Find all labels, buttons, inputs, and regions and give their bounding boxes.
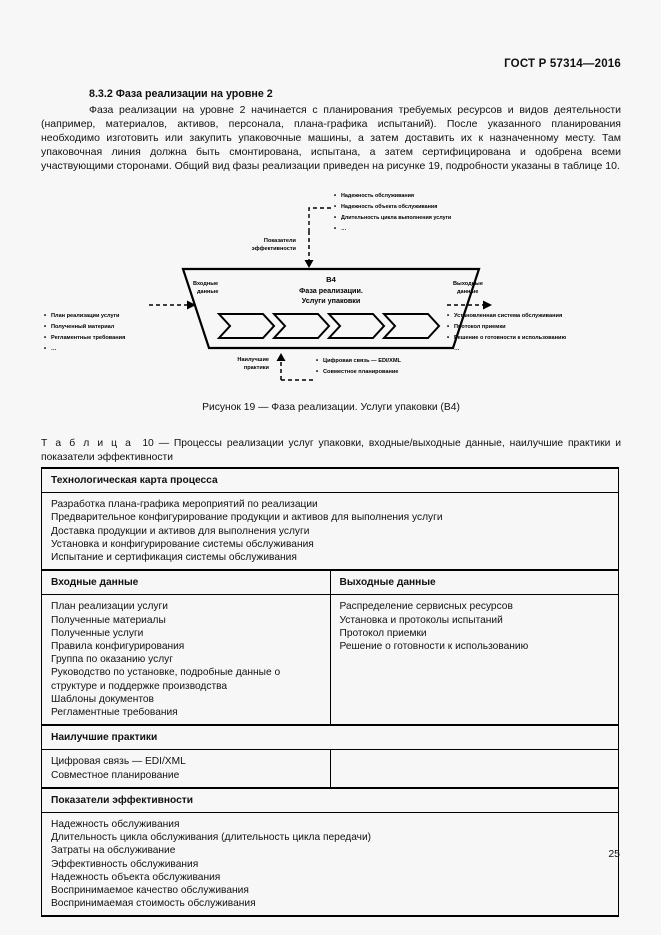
figure-left-item-2: Регламентные требования	[51, 335, 126, 341]
svg-text:•: •	[44, 346, 47, 352]
kpi-item: Длительность цикла обслуживания (длительность цикла передачи)	[51, 832, 372, 844]
input-data-item: Руководство по установке, подробные данные о структуре и поддержке производства	[51, 667, 281, 692]
page-title: 8.3.2 Фаза реализации на уровне 2	[89, 88, 273, 100]
kpi-item: Надежность обслуживания	[51, 819, 180, 831]
kpi-header: Показатели эффективности	[51, 794, 194, 806]
top-connector-line	[309, 208, 331, 231]
kpi-item: Воспринимаемое качество обслуживания	[51, 885, 249, 897]
chevron-arrow-1	[219, 314, 274, 338]
section-content	[41, 88, 621, 173]
best-practices-items	[42, 750, 330, 786]
best-practices-item: Совместное планирование	[51, 769, 180, 781]
table-row	[42, 813, 619, 917]
input-data-item: Полученные услуги	[51, 627, 144, 639]
figure-19	[41, 186, 621, 391]
input-data-item: Правила конфигурирования	[51, 641, 185, 653]
table-row	[42, 725, 619, 750]
table-caption-text: — Процессы реализации услуг упаковки, входные/выходные данные, наилучшие практики и показатели эффективности	[41, 438, 621, 463]
chevron-arrow-4	[384, 314, 439, 338]
process-map-item: Разработка плана-графика мероприятий по реализации	[51, 499, 318, 511]
input-data-item: Шаблоны документов	[51, 693, 154, 705]
input-data-item: Полученные материалы	[51, 614, 166, 626]
figure-caption: Рисунок 19 — Фаза реализации. Услуги упаковки (B4)	[202, 402, 460, 413]
figure-top-item-1: Надежность объекта обслуживания	[341, 204, 438, 210]
figure-bottom-item-1: Совместное планирование	[323, 369, 399, 375]
right-arrow-head	[483, 301, 492, 310]
figure-bottom-label	[237, 357, 269, 371]
svg-text:•: •	[447, 346, 450, 352]
kpi-items	[42, 813, 618, 915]
table-row	[42, 570, 619, 595]
svg-text:•: •	[334, 193, 337, 199]
table-row	[42, 468, 619, 493]
svg-text:данные: данные	[197, 289, 219, 295]
input-data-header: Входные данные	[51, 577, 139, 589]
svg-text:•: •	[334, 226, 337, 232]
input-data-item: Регламентные требования	[51, 707, 178, 719]
svg-text:Входные: Входные	[193, 281, 219, 287]
chevron-arrows	[219, 314, 439, 338]
figure-left-item-3: …	[51, 346, 57, 352]
phase-box-title-1: Фаза реализации.	[299, 286, 363, 295]
best-practices-header: Наилучшие практики	[51, 732, 158, 744]
figure-right-item-3: …	[454, 346, 460, 352]
process-diagram	[41, 186, 621, 391]
figure-top-items	[334, 192, 451, 232]
figure-right-item-0: Установленная система обслуживания	[454, 313, 563, 319]
output-data-item: Распределение сервисных ресурсов	[339, 601, 513, 613]
svg-text:Выходные: Выходные	[453, 281, 483, 287]
svg-text:•: •	[316, 358, 319, 364]
process-map-item: Предварительное конфигурирование продукции и активов для выполнения услуги	[51, 512, 443, 524]
svg-text:•: •	[44, 324, 47, 330]
svg-text:•: •	[44, 335, 47, 341]
svg-text:•: •	[334, 215, 337, 221]
process-map-item: Установка и конфигурирование системы обслуживания	[51, 538, 314, 550]
svg-text:Показатели: Показатели	[263, 238, 296, 244]
figure-top-item-3: …	[341, 226, 347, 232]
svg-text:•: •	[447, 313, 450, 319]
svg-text:эффективности: эффективности	[251, 246, 296, 252]
phase-box-labels	[299, 275, 363, 305]
table-caption-number: 10	[142, 438, 154, 449]
svg-text:данные: данные	[457, 289, 479, 295]
figure-top-item-2: Длительность цикла выполнения услуги	[341, 215, 452, 221]
figure-left-label	[193, 281, 218, 295]
process-map-items	[42, 493, 618, 569]
figure-bottom-items	[316, 357, 401, 375]
table-row	[42, 595, 619, 725]
figure-right-item-1: Протокол приемки	[454, 324, 506, 330]
page-number: 25	[608, 848, 620, 860]
kpi-item: Надежность объекта обслуживания	[51, 871, 221, 883]
output-data-item: Установка и протоколы испытаний	[339, 614, 503, 626]
svg-text:•: •	[447, 324, 450, 330]
output-data-item: Протокол приемки	[339, 627, 427, 639]
chevron-arrow-3	[329, 314, 384, 338]
figure-right-items	[447, 312, 566, 352]
input-data-items	[42, 595, 330, 724]
process-map-item: Испытание и сертификация системы обслуживания	[51, 552, 297, 564]
figure-top-item-0: Надежность обслуживания	[341, 193, 415, 199]
svg-text:Наилучшие: Наилучшие	[237, 357, 269, 363]
phase-box-code: B4	[326, 275, 336, 284]
figure-left-item-1: Полученный материал	[51, 324, 115, 330]
body-paragraph: Фаза реализации на уровне 2 начинается с планирования требуемых ресурсов и видов деятельности (например, материалов, активов, персонала, плана-графика испытаний). После указанного планирования необходимо изготовить или закупить упаковочные машины, а затем доставить их к назначенному месту. Там упаковочная линия должна быть смонтирована, испытана, а затем сертифицирована и одобрена всеми участвующими сторонами. Общий вид фазы реализации приведен на рисунке 19, подробности указаны в таблице 10.	[41, 104, 621, 173]
output-data-item: Решение о готовности к использованию	[339, 641, 529, 653]
kpi-item: Затраты на обслуживание	[51, 845, 176, 857]
input-data-item: План реализации услуги	[51, 601, 168, 613]
svg-text:•: •	[447, 335, 450, 341]
best-practices-item: Цифровая связь — EDI/XML	[51, 756, 186, 768]
svg-text:•: •	[316, 369, 319, 375]
svg-text:практики: практики	[243, 365, 269, 371]
kpi-item: Эффективность обслуживания	[51, 858, 199, 870]
process-map-header: Технологическая карта процесса	[51, 475, 218, 486]
output-data-header: Выходные данные	[339, 577, 436, 589]
best-practices-empty-cell	[331, 750, 619, 773]
figure-right-item-2: Решение о готовности к использованию	[454, 335, 567, 341]
table-10	[41, 467, 619, 917]
process-map-item: Доставка продукции и активов для выполнения услуги	[51, 525, 310, 537]
table-row	[42, 750, 619, 788]
input-data-item: Группа по оказанию услуг	[51, 654, 173, 666]
phase-box-title-2: Услуги упаковки	[301, 296, 361, 305]
figure-left-item-0: План реализации услуги	[51, 313, 120, 319]
kpi-item: Воспринимаемая стоимость обслуживания	[51, 898, 256, 910]
table-row	[42, 493, 619, 571]
svg-text:•: •	[334, 204, 337, 210]
table-caption-word: Т а б л и ц а	[41, 438, 133, 449]
figure-left-items	[44, 313, 125, 352]
top-arrow-head	[305, 260, 314, 268]
svg-text:•: •	[44, 313, 47, 319]
output-data-items	[331, 595, 619, 658]
table-row	[42, 788, 619, 813]
figure-bottom-item-0: Цифровая связь — EDI/XML	[323, 358, 401, 364]
table-caption	[41, 437, 621, 464]
standard-header: ГОСТ Р 57314—2016	[504, 58, 621, 70]
bottom-arrow-head	[277, 353, 286, 361]
chevron-arrow-2	[274, 314, 329, 338]
figure-right-label	[453, 281, 483, 295]
figure-top-label	[252, 238, 297, 252]
